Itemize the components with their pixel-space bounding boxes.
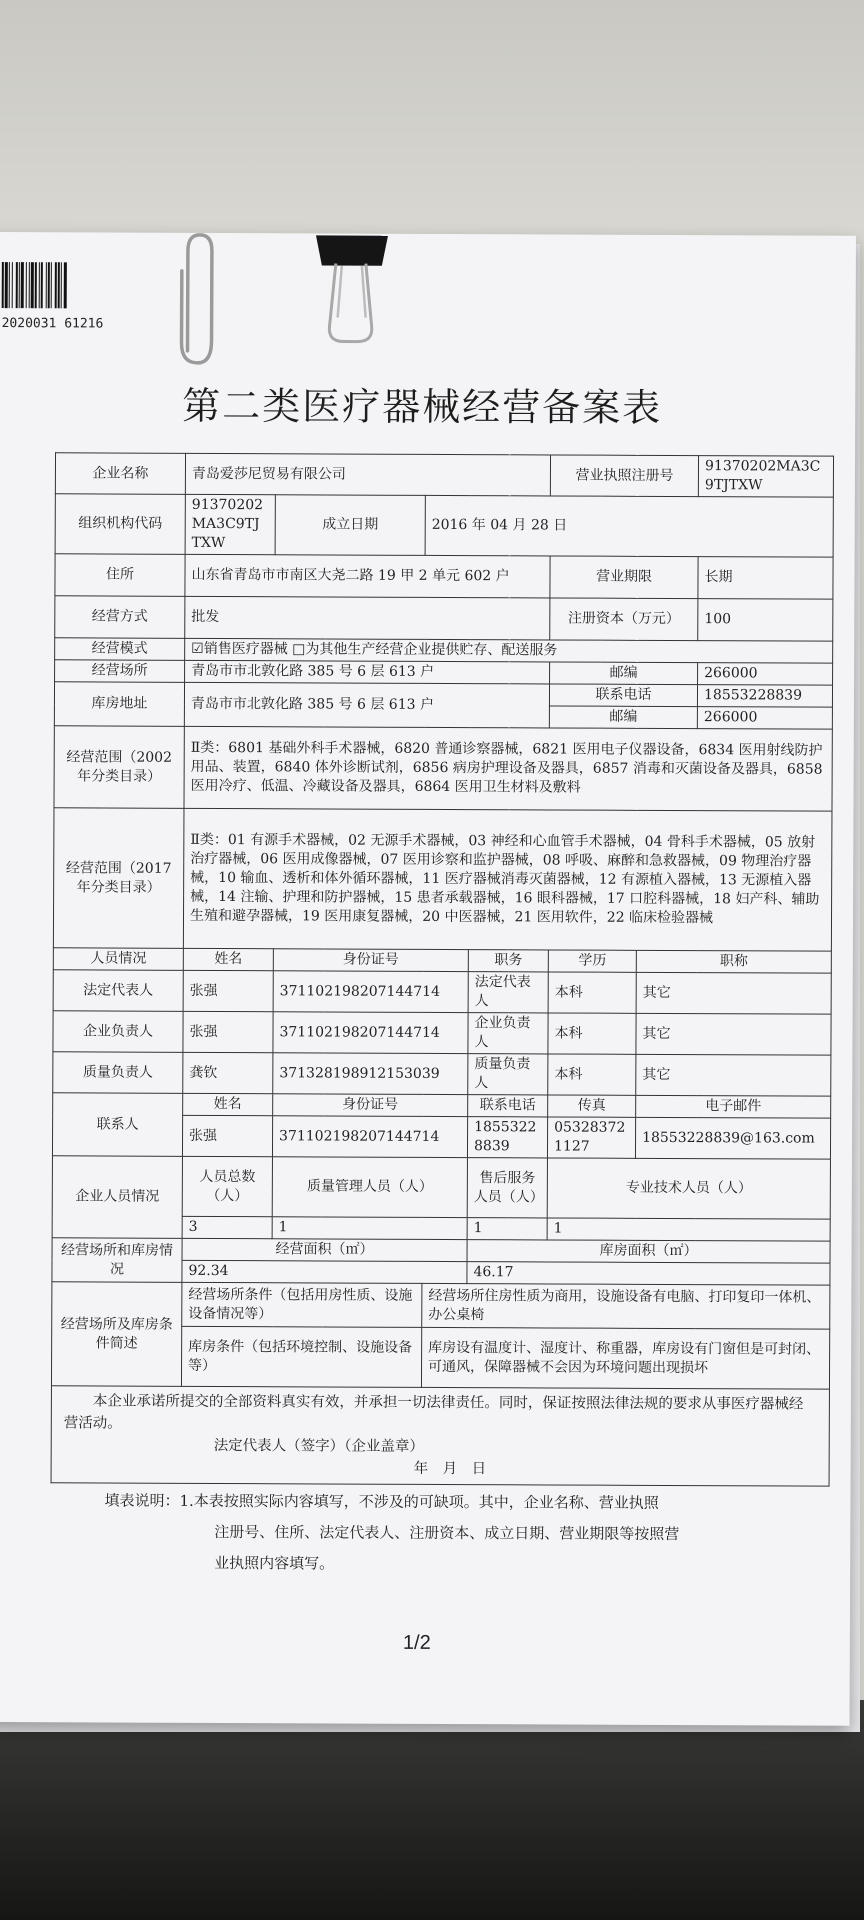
personnel-header-name: 姓名 xyxy=(183,948,273,970)
personnel-id: 371328198912153039 xyxy=(273,1053,468,1095)
staff-tech: 1 xyxy=(547,1218,830,1241)
personnel-edu: 本科 xyxy=(548,1054,636,1095)
instructions-line-1: 填表说明：1.本表按照实际内容填写，不涉及的可缺项。其中，企业名称、营业执照 xyxy=(104,1491,659,1512)
personnel-name: 龚钦 xyxy=(183,1052,273,1093)
conditions-label: 经营场所及库房条件简述 xyxy=(51,1282,181,1387)
conditions-biz-value: 经营场所住房性质为商用，设施设备有电脑、打印复印一体机、办公桌椅 xyxy=(422,1283,830,1329)
personnel-header-edu: 学历 xyxy=(548,950,636,972)
row-scope-2017 xyxy=(53,808,832,951)
personnel-title: 企业负责人 xyxy=(468,1013,548,1054)
model-value: ☑销售医疗器械 □为其他生产经营企业提供贮存、配送服务 xyxy=(185,638,833,663)
scope-2002-value: Ⅱ类：6801 基础外科手术器械，6820 普通诊察器械，6821 医用电子仪器设备，6834 医用射线防护用品、装置，6840 体外诊断试剂，6856 病房护理设备及器具，6857 消毒和灭菌设备及器具，6858 医用冷疗、低温、冷藏设备及器具，6864 医用卫生材料及敷料 xyxy=(184,726,832,811)
personnel-id: 371102198207144714 xyxy=(273,971,468,1013)
contact-header-phone: 联系电话 xyxy=(468,1095,548,1117)
contact-header-id: 身份证号 xyxy=(273,1094,468,1117)
org-code-value: 91370202MA3C9TJTXW xyxy=(185,494,275,554)
staff-service: 1 xyxy=(467,1218,547,1240)
desk-surface xyxy=(0,1700,864,1920)
license-value: 91370202MA3C9TJTXW xyxy=(698,456,833,498)
row-conditions-biz xyxy=(52,1282,830,1329)
row-declaration xyxy=(51,1386,829,1486)
table-row xyxy=(53,1052,831,1096)
personnel-edu: 本科 xyxy=(548,1013,636,1054)
area-wh-label: 库房面积（㎡） xyxy=(467,1240,830,1264)
personnel-header-title: 职务 xyxy=(468,950,548,972)
barcode-bars xyxy=(2,262,132,309)
personnel-role: 质量负责人 xyxy=(53,1052,183,1094)
binder-clip-icon xyxy=(311,229,392,349)
row-company-name xyxy=(55,453,833,497)
area-wh-value: 46.17 xyxy=(467,1262,830,1286)
barcode xyxy=(2,262,132,313)
term-value: 长期 xyxy=(698,557,833,600)
contact-name: 张强 xyxy=(182,1115,272,1156)
row-warehouse-1 xyxy=(54,682,832,707)
declaration-sign: 法定代表人（签字）（企业盖章） xyxy=(213,1437,424,1455)
personnel-title: 质量负责人 xyxy=(468,1054,548,1095)
address-label: 住所 xyxy=(55,554,185,597)
contact-email: 18553228839@163.com xyxy=(635,1117,830,1159)
row-address xyxy=(55,554,833,599)
table-row xyxy=(53,970,831,1014)
barcode-bar xyxy=(67,262,68,308)
warehouse-label: 库房地址 xyxy=(54,682,184,727)
row-mode xyxy=(55,596,833,641)
staff-header-tech: 专业技术人员（人） xyxy=(547,1158,830,1219)
scope-2017-value: Ⅱ类：01 有源手术器械，02 无源手术器械，03 神经和心血管手术器械，04 骨科手术器械，05 放射治疗器械，06 医用成像器械，07 医用诊察和监护器械，08 呼吸、麻醉和急救器械，09 物理治疗器械，10 输血、透析和体外循环器械，11 医疗器械消毒灭菌器械，12 有源植入器械，13 无源植入器械，14 注输、护理和防护器械，15 患者承载器械，16 眼科器械，17 口腔科器械，18 妇产科、辅助生殖和避孕器械，19 医用康复器械，20 中医器械，21 医用软件，22 临床检验器械 xyxy=(183,808,832,951)
contact-fax: 053283721127 xyxy=(547,1117,635,1158)
phone-value: 18553228839 xyxy=(697,685,832,708)
paperclip-icon xyxy=(169,231,220,371)
founded-value: 2016 年 04 月 28 日 xyxy=(425,495,833,557)
personnel-role: 企业负责人 xyxy=(53,1011,183,1053)
capital-value: 100 xyxy=(698,599,833,642)
row-area-header xyxy=(52,1238,830,1263)
area-biz-value: 92.34 xyxy=(182,1260,467,1283)
declaration-text: 本企业承诺所提交的全部资料真实有效，并承担一切法律责任。同时，保证按照法律法规的要求从事医疗器械经营活动。 xyxy=(63,1393,804,1432)
contact-id: 371102198207144714 xyxy=(272,1116,467,1158)
document-page xyxy=(0,232,856,1726)
postcode-label: 邮编 xyxy=(550,662,698,685)
staff-quality: 1 xyxy=(272,1217,467,1240)
personnel-rank: 其它 xyxy=(636,972,831,1014)
personnel-edu: 本科 xyxy=(548,972,636,1013)
instructions-line-3: 业执照内容填写。 xyxy=(214,1553,335,1573)
personnel-rank: 其它 xyxy=(636,1054,831,1096)
conditions-biz-label: 经营场所条件（包括用房性质、设施设备情况等） xyxy=(182,1282,422,1327)
mode-value: 批发 xyxy=(185,596,550,640)
contact-header-email: 电子邮件 xyxy=(636,1095,831,1118)
registration-form-table xyxy=(51,452,835,1486)
phone-label: 联系电话 xyxy=(549,684,697,707)
warehouse-value: 青岛市市北敦化路 385 号 6 层 613 户 xyxy=(184,682,549,728)
barcode-number: 2020031 61216 xyxy=(1,316,104,332)
row-staff-header xyxy=(52,1156,830,1219)
staff-header-service: 售后服务人员（人） xyxy=(467,1158,547,1218)
staff-header-total: 人员总数（人） xyxy=(182,1156,272,1216)
warehouse-postcode-label: 邮编 xyxy=(549,706,697,729)
premises-label: 经营场所 xyxy=(55,660,185,683)
row-contact-header xyxy=(53,1093,831,1118)
row-org-code xyxy=(55,494,833,557)
model-label: 经营模式 xyxy=(55,638,185,661)
declaration-date: 年 月 日 xyxy=(413,1460,487,1478)
mode-label: 经营方式 xyxy=(55,596,185,639)
personnel-name: 张强 xyxy=(183,970,273,1011)
conditions-wh-value: 库房设有温度计、湿度计、称重器，库房设有门窗但是可封闭、可通风，保障器械不会因为环境问题出现损坏 xyxy=(421,1327,829,1389)
personnel-rank: 其它 xyxy=(636,1013,831,1055)
personnel-header-rank: 职称 xyxy=(636,950,831,973)
staff-label: 企业人员情况 xyxy=(52,1156,182,1239)
warehouse-postcode-value: 266000 xyxy=(697,707,832,730)
personnel-id: 371102198207144714 xyxy=(273,1012,468,1054)
fill-instructions xyxy=(104,1486,824,1582)
scope-2002-label: 经营范围（2002 年分类目录） xyxy=(54,726,184,809)
personnel-role: 法定代表人 xyxy=(53,970,183,1012)
personnel-section-label: 人员情况 xyxy=(53,948,183,971)
license-label: 营业执照注册号 xyxy=(550,455,698,497)
area-label: 经营场所和库房情况 xyxy=(52,1238,182,1283)
postcode-value: 266000 xyxy=(698,663,833,686)
conditions-wh-label: 库房条件（包括环境控制、设施设备等） xyxy=(181,1326,421,1387)
company-name-label: 企业名称 xyxy=(55,453,185,495)
table-row xyxy=(53,1011,831,1055)
row-scope-2002 xyxy=(54,726,832,811)
contact-header-name: 姓名 xyxy=(183,1093,273,1115)
scope-2017-label: 经营范围（2017 年分类目录） xyxy=(53,808,184,949)
page-title: 第二类医疗器械经营备案表 xyxy=(182,383,663,430)
contact-header-fax: 传真 xyxy=(548,1095,636,1117)
term-label: 营业期限 xyxy=(550,556,698,599)
personnel-header-id: 身份证号 xyxy=(273,949,468,972)
page-number: 1/2 xyxy=(402,1631,431,1654)
capital-label: 注册资本（万元） xyxy=(550,598,698,641)
premises-value: 青岛市市北敦化路 385 号 6 层 613 户 xyxy=(185,660,550,684)
personnel-title: 法定代表人 xyxy=(468,972,548,1013)
org-code-label: 组织机构代码 xyxy=(55,494,185,555)
contact-phone: 18553228839 xyxy=(467,1117,547,1158)
staff-header-quality: 质量管理人员（人） xyxy=(272,1157,467,1218)
area-biz-label: 经营面积（㎡） xyxy=(182,1238,467,1261)
staff-total: 3 xyxy=(182,1216,272,1238)
founded-label: 成立日期 xyxy=(275,495,425,556)
company-name-value: 青岛爱莎尼贸易有限公司 xyxy=(185,453,550,496)
instructions-line-2: 注册号、住所、法定代表人、注册资本、成立日期、营业期限等按照营 xyxy=(214,1522,680,1544)
declaration xyxy=(51,1386,829,1486)
contact-label: 联系人 xyxy=(52,1093,182,1157)
address-value: 山东省青岛市市南区大尧二路 19 甲 2 单元 602 户 xyxy=(185,554,550,598)
personnel-name: 张强 xyxy=(183,1011,273,1052)
